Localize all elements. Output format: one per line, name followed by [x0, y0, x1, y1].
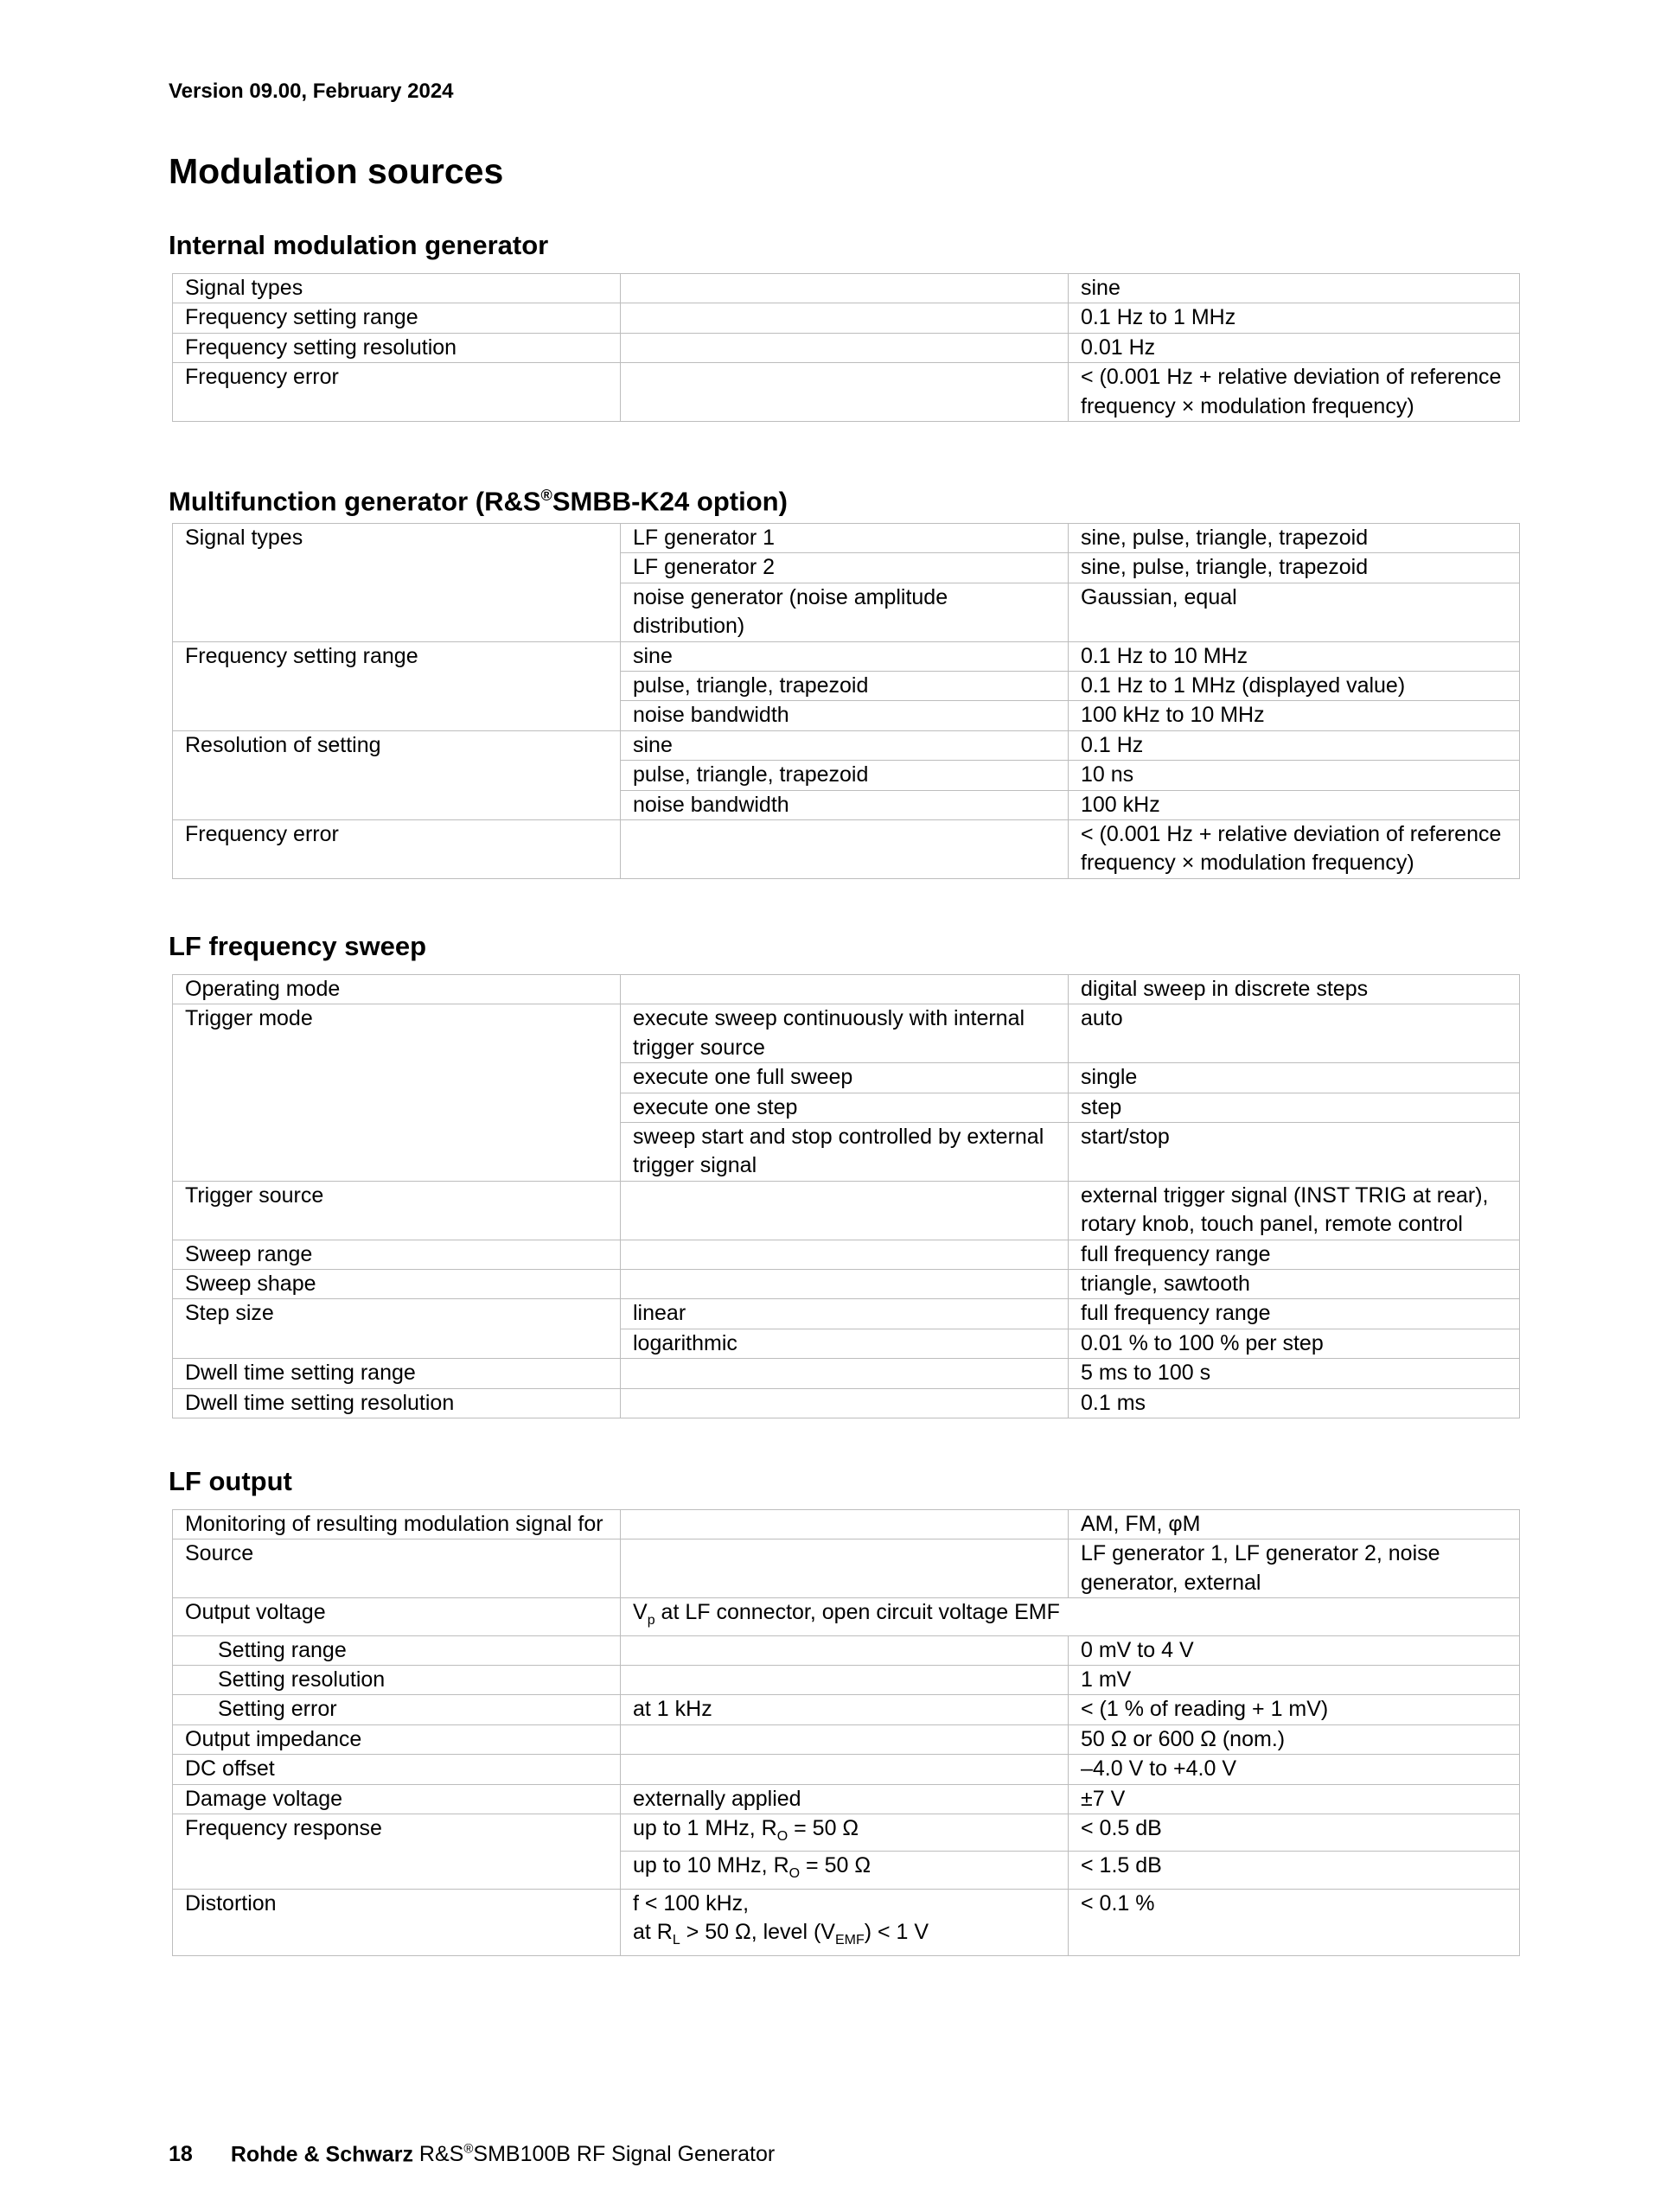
- spec-condition: execute sweep continuously with internal trigger source: [621, 1004, 1069, 1063]
- table-row: [173, 1510, 1520, 1539]
- table-row: [173, 524, 1520, 553]
- section-heading: Internal modulation generator: [169, 230, 549, 260]
- table-row: [173, 1784, 1520, 1814]
- table-row: [173, 1695, 1520, 1724]
- spec-label: Trigger source: [173, 1181, 621, 1240]
- spec-value: 0.1 Hz to 1 MHz (displayed value): [1069, 672, 1520, 701]
- spec-value: full frequency range: [1069, 1299, 1520, 1329]
- spec-label: Output impedance: [173, 1724, 621, 1754]
- spec-label: Frequency setting range: [173, 303, 621, 333]
- spec-condition: [621, 975, 1069, 1004]
- spec-condition: LF generator 1: [621, 524, 1069, 553]
- product-name: R&S®SMB100B RF Signal Generator: [412, 2142, 776, 2167]
- spec-label: Frequency error: [173, 820, 621, 879]
- spec-condition: [621, 1270, 1069, 1299]
- spec-label: Dwell time setting range: [173, 1359, 621, 1388]
- spec-condition: noise generator (noise amplitude distribution): [621, 583, 1069, 641]
- spec-value: sine, pulse, triangle, trapezoid: [1069, 553, 1520, 583]
- spec-condition: [621, 303, 1069, 333]
- table-row: [173, 1181, 1520, 1240]
- spec-label: Frequency error: [173, 363, 621, 422]
- spec-label: Trigger mode: [173, 1004, 621, 1181]
- table-row: [173, 363, 1520, 422]
- spec-condition: up to 10 MHz, $R_O = 50$ Ω: [621, 1852, 1069, 1889]
- spec-condition: [621, 1388, 1069, 1418]
- spec-label: Output voltage: [173, 1598, 621, 1635]
- spec-condition: [621, 274, 1069, 303]
- table-row: [173, 1270, 1520, 1299]
- spec-value: –4.0 V to +4.0 V: [1069, 1755, 1520, 1784]
- table-row: [173, 975, 1520, 1004]
- spec-value: digital sweep in discrete steps: [1069, 975, 1520, 1004]
- spec-condition: [621, 1724, 1069, 1754]
- table-row: [173, 1814, 1520, 1852]
- spec-value: < 0.5 dB: [1069, 1814, 1520, 1852]
- spec-condition: linear: [621, 1299, 1069, 1329]
- section-heading: Multifunction generator (R&S®SMBB-K24 option): [169, 486, 788, 517]
- spec-value: 0.01 % to 100 % per step: [1069, 1329, 1520, 1358]
- spec-condition: [621, 1755, 1069, 1784]
- spec-label: Operating mode: [173, 975, 621, 1004]
- spec-value: auto: [1069, 1004, 1520, 1063]
- spec-value: 100 kHz: [1069, 790, 1520, 819]
- spec-table: [172, 974, 1520, 1418]
- table-row: [173, 820, 1520, 879]
- spec-condition: noise bandwidth: [621, 701, 1069, 730]
- spec-condition: [621, 363, 1069, 422]
- spec-value: 0.1 Hz to 10 MHz: [1069, 641, 1520, 671]
- table-row: [173, 274, 1520, 303]
- table-row: [173, 303, 1520, 333]
- spec-condition: sine: [621, 730, 1069, 760]
- spec-value: 0.1 ms: [1069, 1388, 1520, 1418]
- table-row: [173, 1240, 1520, 1269]
- spec-condition: execute one full sweep: [621, 1063, 1069, 1093]
- company-name: Rohde & Schwarz: [230, 2142, 413, 2167]
- spec-condition: sine: [621, 641, 1069, 671]
- spec-condition: execute one step: [621, 1093, 1069, 1122]
- spec-value: < (1 % of reading + 1 mV): [1069, 1695, 1520, 1724]
- spec-value: 0.01 Hz: [1069, 333, 1520, 362]
- spec-condition: LF generator 2: [621, 553, 1069, 583]
- section-lf-output: [169, 1464, 1517, 1956]
- spec-value: ±7 V: [1069, 1784, 1520, 1814]
- spec-condition: [621, 1181, 1069, 1240]
- spec-label: Setting range: [173, 1635, 621, 1665]
- spec-label: Source: [173, 1539, 621, 1598]
- spec-value: start/stop: [1069, 1123, 1520, 1182]
- spec-label: Resolution of setting: [173, 730, 621, 819]
- version-label: Version 09.00, February 2024: [169, 80, 454, 103]
- spec-condition: [621, 1359, 1069, 1388]
- spec-label: Frequency setting resolution: [173, 333, 621, 362]
- table-row: [173, 1359, 1520, 1388]
- spec-value: < (0.001 Hz + relative deviation of reference frequency × modulation frequency): [1069, 820, 1520, 879]
- spec-condition: [621, 1635, 1069, 1665]
- spec-value: 5 ms to 100 s: [1069, 1359, 1520, 1388]
- table-row: [173, 1889, 1520, 1955]
- table-row: [173, 1724, 1520, 1754]
- spec-label: Dwell time setting resolution: [173, 1388, 621, 1418]
- spec-label: Step size: [173, 1299, 621, 1359]
- spec-condition: [621, 1666, 1069, 1695]
- table-row: [173, 333, 1520, 362]
- spec-condition: [621, 1240, 1069, 1269]
- spec-condition: logarithmic: [621, 1329, 1069, 1358]
- spec-value: < (0.001 Hz + relative deviation of reference frequency × modulation frequency): [1069, 363, 1520, 422]
- page-title: Modulation sources: [169, 151, 504, 191]
- spec-value: triangle, sawtooth: [1069, 1270, 1520, 1299]
- spec-value: single: [1069, 1063, 1520, 1093]
- section-internal-generator: [169, 228, 1517, 422]
- table-row: [173, 1299, 1520, 1329]
- spec-label: Setting error: [173, 1695, 621, 1724]
- spec-label: Signal types: [173, 274, 621, 303]
- spec-value: sine, pulse, triangle, trapezoid: [1069, 524, 1520, 553]
- table-row: [173, 1388, 1520, 1418]
- spec-condition: [621, 1510, 1069, 1539]
- spec-label: Monitoring of resulting modulation signal for: [173, 1510, 621, 1539]
- spec-value: step: [1069, 1093, 1520, 1122]
- spec-condition: at 1 kHz: [621, 1695, 1069, 1724]
- spec-value: sine: [1069, 274, 1520, 303]
- spec-label: Distortion: [173, 1889, 621, 1955]
- spec-condition: pulse, triangle, trapezoid: [621, 761, 1069, 790]
- spec-table: [172, 523, 1520, 879]
- spec-label: Sweep range: [173, 1240, 621, 1269]
- table-row: [173, 730, 1520, 760]
- spec-condition: [621, 333, 1069, 362]
- spec-condition: up to 1 MHz, $R_O = 50$ Ω: [621, 1814, 1069, 1852]
- spec-label: Frequency setting range: [173, 641, 621, 730]
- spec-value: 0.1 Hz to 1 MHz: [1069, 303, 1520, 333]
- spec-table: [172, 273, 1520, 422]
- spec-label: Sweep shape: [173, 1270, 621, 1299]
- spec-value: 100 kHz to 10 MHz: [1069, 701, 1520, 730]
- section-heading: LF frequency sweep: [169, 931, 427, 961]
- table-row: [173, 641, 1520, 671]
- spec-label: Setting resolution: [173, 1666, 621, 1695]
- section-multifunction-generator: [169, 478, 1517, 879]
- table-row: [173, 1598, 1520, 1635]
- spec-label: Signal types: [173, 524, 621, 642]
- spec-label: Damage voltage: [173, 1784, 621, 1814]
- spec-condition: [621, 820, 1069, 879]
- spec-table: [172, 1509, 1520, 1956]
- page-number: 18: [169, 2142, 193, 2167]
- table-row: [173, 1004, 1520, 1063]
- spec-label: DC offset: [173, 1755, 621, 1784]
- spec-condition: sweep start and stop controlled by external trigger signal: [621, 1123, 1069, 1182]
- spec-value: 50 Ω or 600 Ω (nom.): [1069, 1724, 1520, 1754]
- section-lf-frequency-sweep: [169, 929, 1517, 1418]
- table-row: [173, 1755, 1520, 1784]
- table-row: [173, 1539, 1520, 1598]
- spec-condition: pulse, triangle, trapezoid: [621, 672, 1069, 701]
- spec-value: full frequency range: [1069, 1240, 1520, 1269]
- spec-value: LF generator 1, LF generator 2, noise generator, external: [1069, 1539, 1520, 1598]
- spec-condition: noise bandwidth: [621, 790, 1069, 819]
- spec-condition: [621, 1539, 1069, 1598]
- spec-value: Gaussian, equal: [1069, 583, 1520, 641]
- spec-value: 0 mV to 4 V: [1069, 1635, 1520, 1665]
- spec-value: AM, FM, φM: [1069, 1510, 1520, 1539]
- spec-value: < 1.5 dB: [1069, 1852, 1520, 1889]
- spec-value: 1 mV: [1069, 1666, 1520, 1695]
- spec-value: 10 ns: [1069, 761, 1520, 790]
- section-heading: LF output: [169, 1466, 292, 1496]
- page-footer: [169, 2142, 775, 2167]
- spec-value: external trigger signal (INST TRIG at rear), rotary knob, touch panel, remote control: [1069, 1181, 1520, 1240]
- table-row: [173, 1666, 1520, 1695]
- spec-value: 0.1 Hz: [1069, 730, 1520, 760]
- spec-value: < 0.1 %: [1069, 1889, 1520, 1955]
- table-row: [173, 1635, 1520, 1665]
- spec-condition: f < 100 kHz, at $R_L > 50$ Ω, level $(V_{EMF}) < 1$ V: [621, 1889, 1069, 1955]
- spec-condition: $V_p$ at LF connector, open circuit voltage EMF: [621, 1598, 1520, 1635]
- spec-label: Frequency response: [173, 1814, 621, 1890]
- spec-condition: externally applied: [621, 1784, 1069, 1814]
